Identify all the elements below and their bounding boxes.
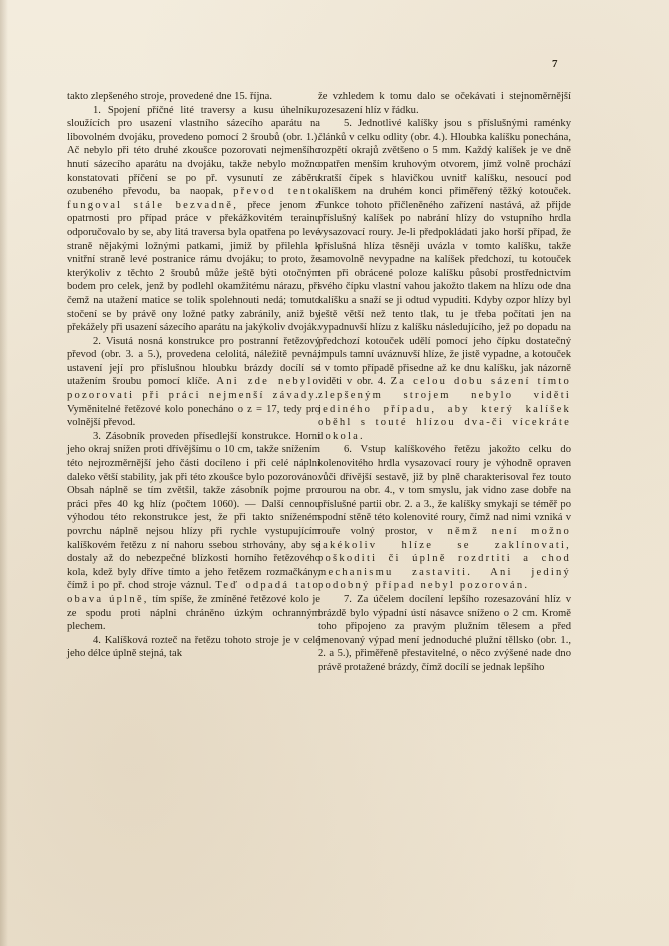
paragraph-text: 1. Spojení příčné lité traversy a kusu úhelníku, sloužících pro usazení vlastního sázecího aparátu na libovolném dvojáku, provedeno pomocí 2 šroubů (obr. 1.). Ač nebylo při této druhé zkoušce pozorovati nejmenšího hnutí sázecího aparátu na dvojáku, takže nebylo možno konstatovati příčení se po př. vysunutí ze záběru ozubeného převodu, ba naopak,: [67, 104, 320, 198]
left-column: [67, 90, 320, 661]
emphasized-text: převod tento fungoval stále bezvadně,: [67, 186, 320, 211]
right-column: [318, 90, 571, 675]
paragraph-text: 3. Zásobník proveden přísedlejší konstrukce. Horní jeho okraj snížen proti dřívějšímu o 10 cm, takže snížením této nejrozměrnější jeho části docíleno i při celé náplni daleko větší stability, jak při této zkoušce bylo pozorováno. Obsah náplně se tím zvětšil, takže zásobník pojme pro práci přes 40 kg hlíz (počtem 1060). — Další cennou výhodou této rekonstrukce jest, že při takto sníženém povrchu náplně nejsou hlízy při rychle vystupujícím kalíškovém řetězu z ní nahoru ssebou strhovány, aby se dostaly až do nebezpečné blízkosti horního řetězového kola, kdež byly dříve tímto a jeho řetězem rozmačkány, čímž i po př. chod stroje váznul.: [67, 430, 320, 592]
paragraph: [318, 593, 571, 675]
emphasized-text: Teď odpadá tato obava úplně,: [67, 580, 320, 605]
paragraph-text: takto zlepšeného stroje, provedené dne 15. října.: [67, 91, 273, 102]
emphasized-text: v němž není možno jakékoliv hlíze se zaklínovati, poškoditi či úplně rozdrtiti a chod mechanismu zastaviti. Ani jediný podobný případ nebyl pozorován.: [318, 526, 572, 592]
paragraph-text: 5. Jednotlivé kalíšky jsou s příslušnými raménky článků v celku odlity (obr. 4.). Hloubka kalíšku ponechána, rozpětí okrajů zvětšeno o 5 mm. Každý kalíšek je ve dně opatřen menším kruhovým otvorem, jímž volně prochází kratší čípek s hlavičkou uvnitř kalíšku, nesoucí pod kalíškem na druhém konci přiměřený těžký kotouček. Funkce tohoto přičleněného zařízení nastává, až přijde příslušný kalíšek po nabrání hlízy do vstupního hrdla vysazovací roury. Je-li předpokládati jako horší případ, že příslušná hlíza těsněji uvázla v tomto kalíšku, takže samovolně nevypadne na kalíšek předchozí, tu kotouček ten při obrácené poloze kalíšku působí prostřednictvím svého čípku vlastní vahou jakožto tlakem na hlízu ode dna kalíšku a snaží se ji odtud vypuditi. Kdyby ozpor hlízy byl ještě větší než tento tlak, tu je třeba počítati jen na vypadnuvší hlízu z kalíšku následujícího, jež po dopadu na předchozí kotouček udělí pomocí jeho čípku dostatečný impuls tamní uváznuvší hlíze, že jistě vypadne, a kotouček i v tomto případě přisedne až ke dnu kalíšku, jak názorně viděti v obr. 4.: [318, 118, 571, 388]
binding-shadow: [0, 0, 8, 946]
paragraph: [318, 117, 571, 443]
paragraph-text: tím spíše, že zmíněné řetězové kolo je ze spodu proti náplni chráněno úzkým ochranným plechem.: [67, 593, 320, 633]
emphasized-text: Ani zde nebylo pozorovati při práci nejmenší závady.: [67, 376, 320, 402]
paragraph: [318, 443, 571, 593]
paragraph-text: Vyměnitelné řetězové kolo ponecháno o z = 17, tedy pro volnější převod.: [67, 403, 320, 429]
paragraph: [67, 335, 320, 430]
paragraph-text: 7. Za účelem docílení lepšího rozesazování hlíz v brázdě bylo výpadní ústí násavce sníženo o 2 cm. Kromě toho připojeno za pravým plužním tělesem a před jmenovaný výpad mení jednoduché plužní těllsko (obr. 1., 2. a 5.), přiměřeně přestavitelné, o něco zvýšené nade dno právě protažené brázdy, čímž docílí se jednak lepšího: [318, 593, 571, 673]
paragraph-text: 4. Kalíšková rozteč na řetězu tohoto stroje je v celé jeho délce úplně stejná, tak: [67, 634, 320, 660]
paragraph: [67, 104, 320, 335]
page-number: 7: [552, 58, 558, 70]
paragraph: [67, 430, 320, 634]
paragraph-text: přece jenom z opatrnosti pro případ práce v překážkovitém terainu odporučovalo by se, aby litá traversa byla opatřena po levé straně nějakými ložnými patkami, jimiž by přilehla k vnitřní straně levé postranice rámu dvojáku; to proto, že kterýkoliv z těchto 2 šroubů může ještě býti otočným bodem pro celek, jenž by podlehl okamžitému nárazu, při čemž na utažení matice se tolik spolehnouti nedá; tomuto stočení se by právě ony ložné patky zabránily, aniž by překážely při usazení sázecího aparátu na jakýkoliv dvoják.: [67, 199, 320, 334]
paragraph: [318, 90, 571, 117]
paragraph: [67, 634, 320, 661]
paragraph-text: 6. Vstup kalíškového řetězu jakožto celku do kolenovitého hrdla vysazovací roury je výhodně opraven vůči dřívější sestavě, již by plně charakterisoval řez touto rourou na obr. 4., v tom smyslu, jak vidno zase dobře na příslušné partii obr. 2. a 3., že kalíšky smykají se téměř po spodní stěně této kolenovité roury, čímž nad nimi vzniká v rouře volný prostor,: [318, 444, 571, 537]
paragraph-text: že vzhledem k tomu dalo se očekávati i stejnoměrnější rozesazení hlíz v řádku.: [318, 91, 571, 116]
paragraph: [67, 90, 320, 104]
emphasized-text: Za celou dobu sázení tímto zlepšeným strojem nebylo viděti jediného případu, aby který kalíšek oběhl s touté hlízou dva-či vícekráte dokola.: [318, 376, 571, 442]
paragraph-text: 2. Visutá nosná konstrukce pro postranní řetězový převod (obr. 3. a 5.), provedena celolitá, náležitě pevná; ustavení její pro příslušnou hloubku brázdy docílí se utažením šroubu pomocí klíče.: [67, 335, 320, 388]
